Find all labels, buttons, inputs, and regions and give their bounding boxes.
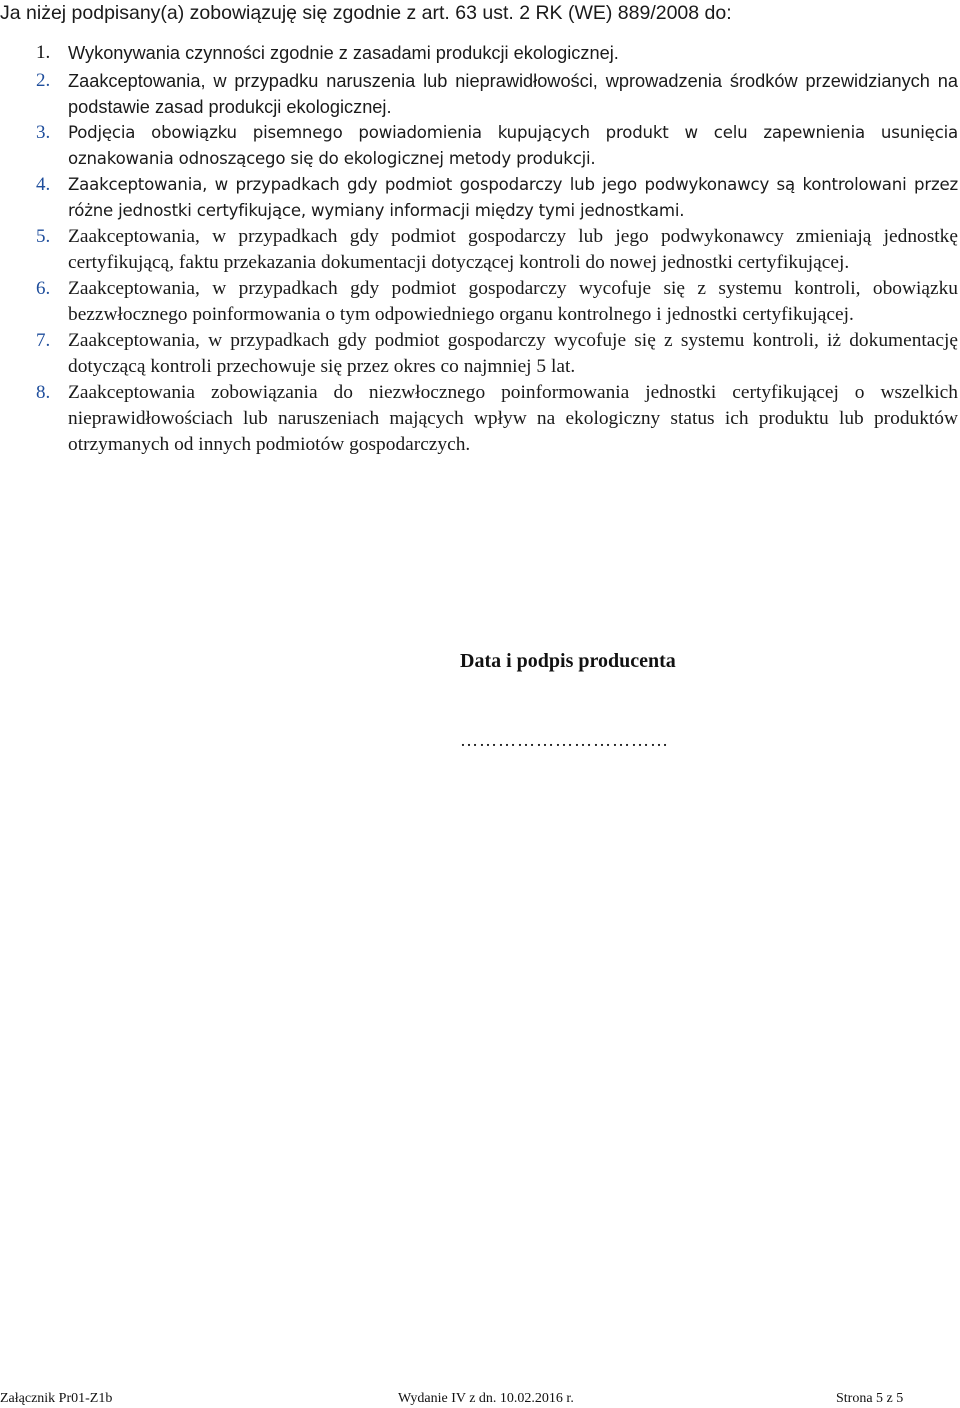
footer-attachment-id: Załącznik Pr01-Z1b [0, 1391, 113, 1406]
page-footer [0, 1390, 960, 1408]
item-number: 5. [36, 226, 51, 247]
item-text: Zaakceptowania zobowiązania do niezwłocznego poinformowania jednostki certyfikującej o wszelkich nieprawidłowościach lub naruszeniach mających wpływ na ekologiczny status ich produktu lub produktów otrzymanych od innych podmiotów gospodarczych. [68, 382, 958, 455]
footer-edition: Wydanie IV z dn. 10.02.2016 r. [398, 1391, 574, 1406]
list-item [0, 276, 960, 328]
signature-line: …………………………… [460, 730, 669, 750]
obligations-list [0, 40, 960, 458]
list-item [0, 380, 960, 458]
list-item [0, 120, 960, 172]
item-text: Zaakceptowania, w przypadku naruszenia lub nieprawidłowości, wprowadzenia środków przewidzianych na podstawie zasad produkcji ekologicznej. [68, 71, 958, 117]
item-text: Wykonywania czynności zgodnie z zasadami produkcji ekologicznej. [68, 43, 619, 63]
item-text: Zaakceptowania, w przypadkach gdy podmiot gospodarczy wycofuje się z systemu kontroli, obowiązku bezzwłocznego poinformowania o tym odpowiedniego organu kontrolnego i jednostki certyfikującej. [68, 278, 958, 325]
item-text: Zaakceptowania, w przypadkach gdy podmiot gospodarczy lub jego podwykonawcy są kontrolowani przez różne jednostki certyfikujące, wymiany informacji między tymi jednostkami. [68, 175, 958, 220]
signature-title: Data i podpis producenta [460, 650, 676, 672]
item-text: Zaakceptowania, w przypadkach gdy podmiot gospodarczy lub jego podwykonawcy zmieniają jednostkę certyfikującą, faktu przekazania dokumentacji dotyczącej kontroli do nowej jednostki certyfikującej. [68, 226, 958, 273]
item-number: 4. [36, 174, 51, 195]
list-item [0, 68, 960, 120]
item-text: Zaakceptowania, w przypadkach gdy podmiot gospodarczy wycofuje się z systemu kontroli, iż dokumentację dotyczącą kontroli przechowuje się przez okres co najmniej 5 lat. [68, 330, 958, 377]
item-number: 3. [36, 122, 51, 143]
item-number: 7. [36, 330, 51, 351]
intro-statement: Ja niżej podpisany(a) zobowiązuję się zgodnie z art. 63 ust. 2 RK (WE) 889/2008 do: [0, 2, 732, 24]
item-number: 6. [36, 278, 51, 299]
item-text: Podjęcia obowiązku pisemnego powiadomienia kupujących produkt w celu zapewnienia usunięcia oznakowania odnoszącego się do ekologicznej metody produkcji. [68, 123, 958, 168]
list-item [0, 328, 960, 380]
item-number: 1. [36, 42, 51, 63]
list-item [0, 224, 960, 276]
item-number: 8. [36, 382, 51, 403]
footer-page-number: Strona 5 z 5 [836, 1391, 904, 1406]
item-number: 2. [36, 70, 51, 91]
list-item [0, 172, 960, 224]
list-item [0, 40, 960, 66]
